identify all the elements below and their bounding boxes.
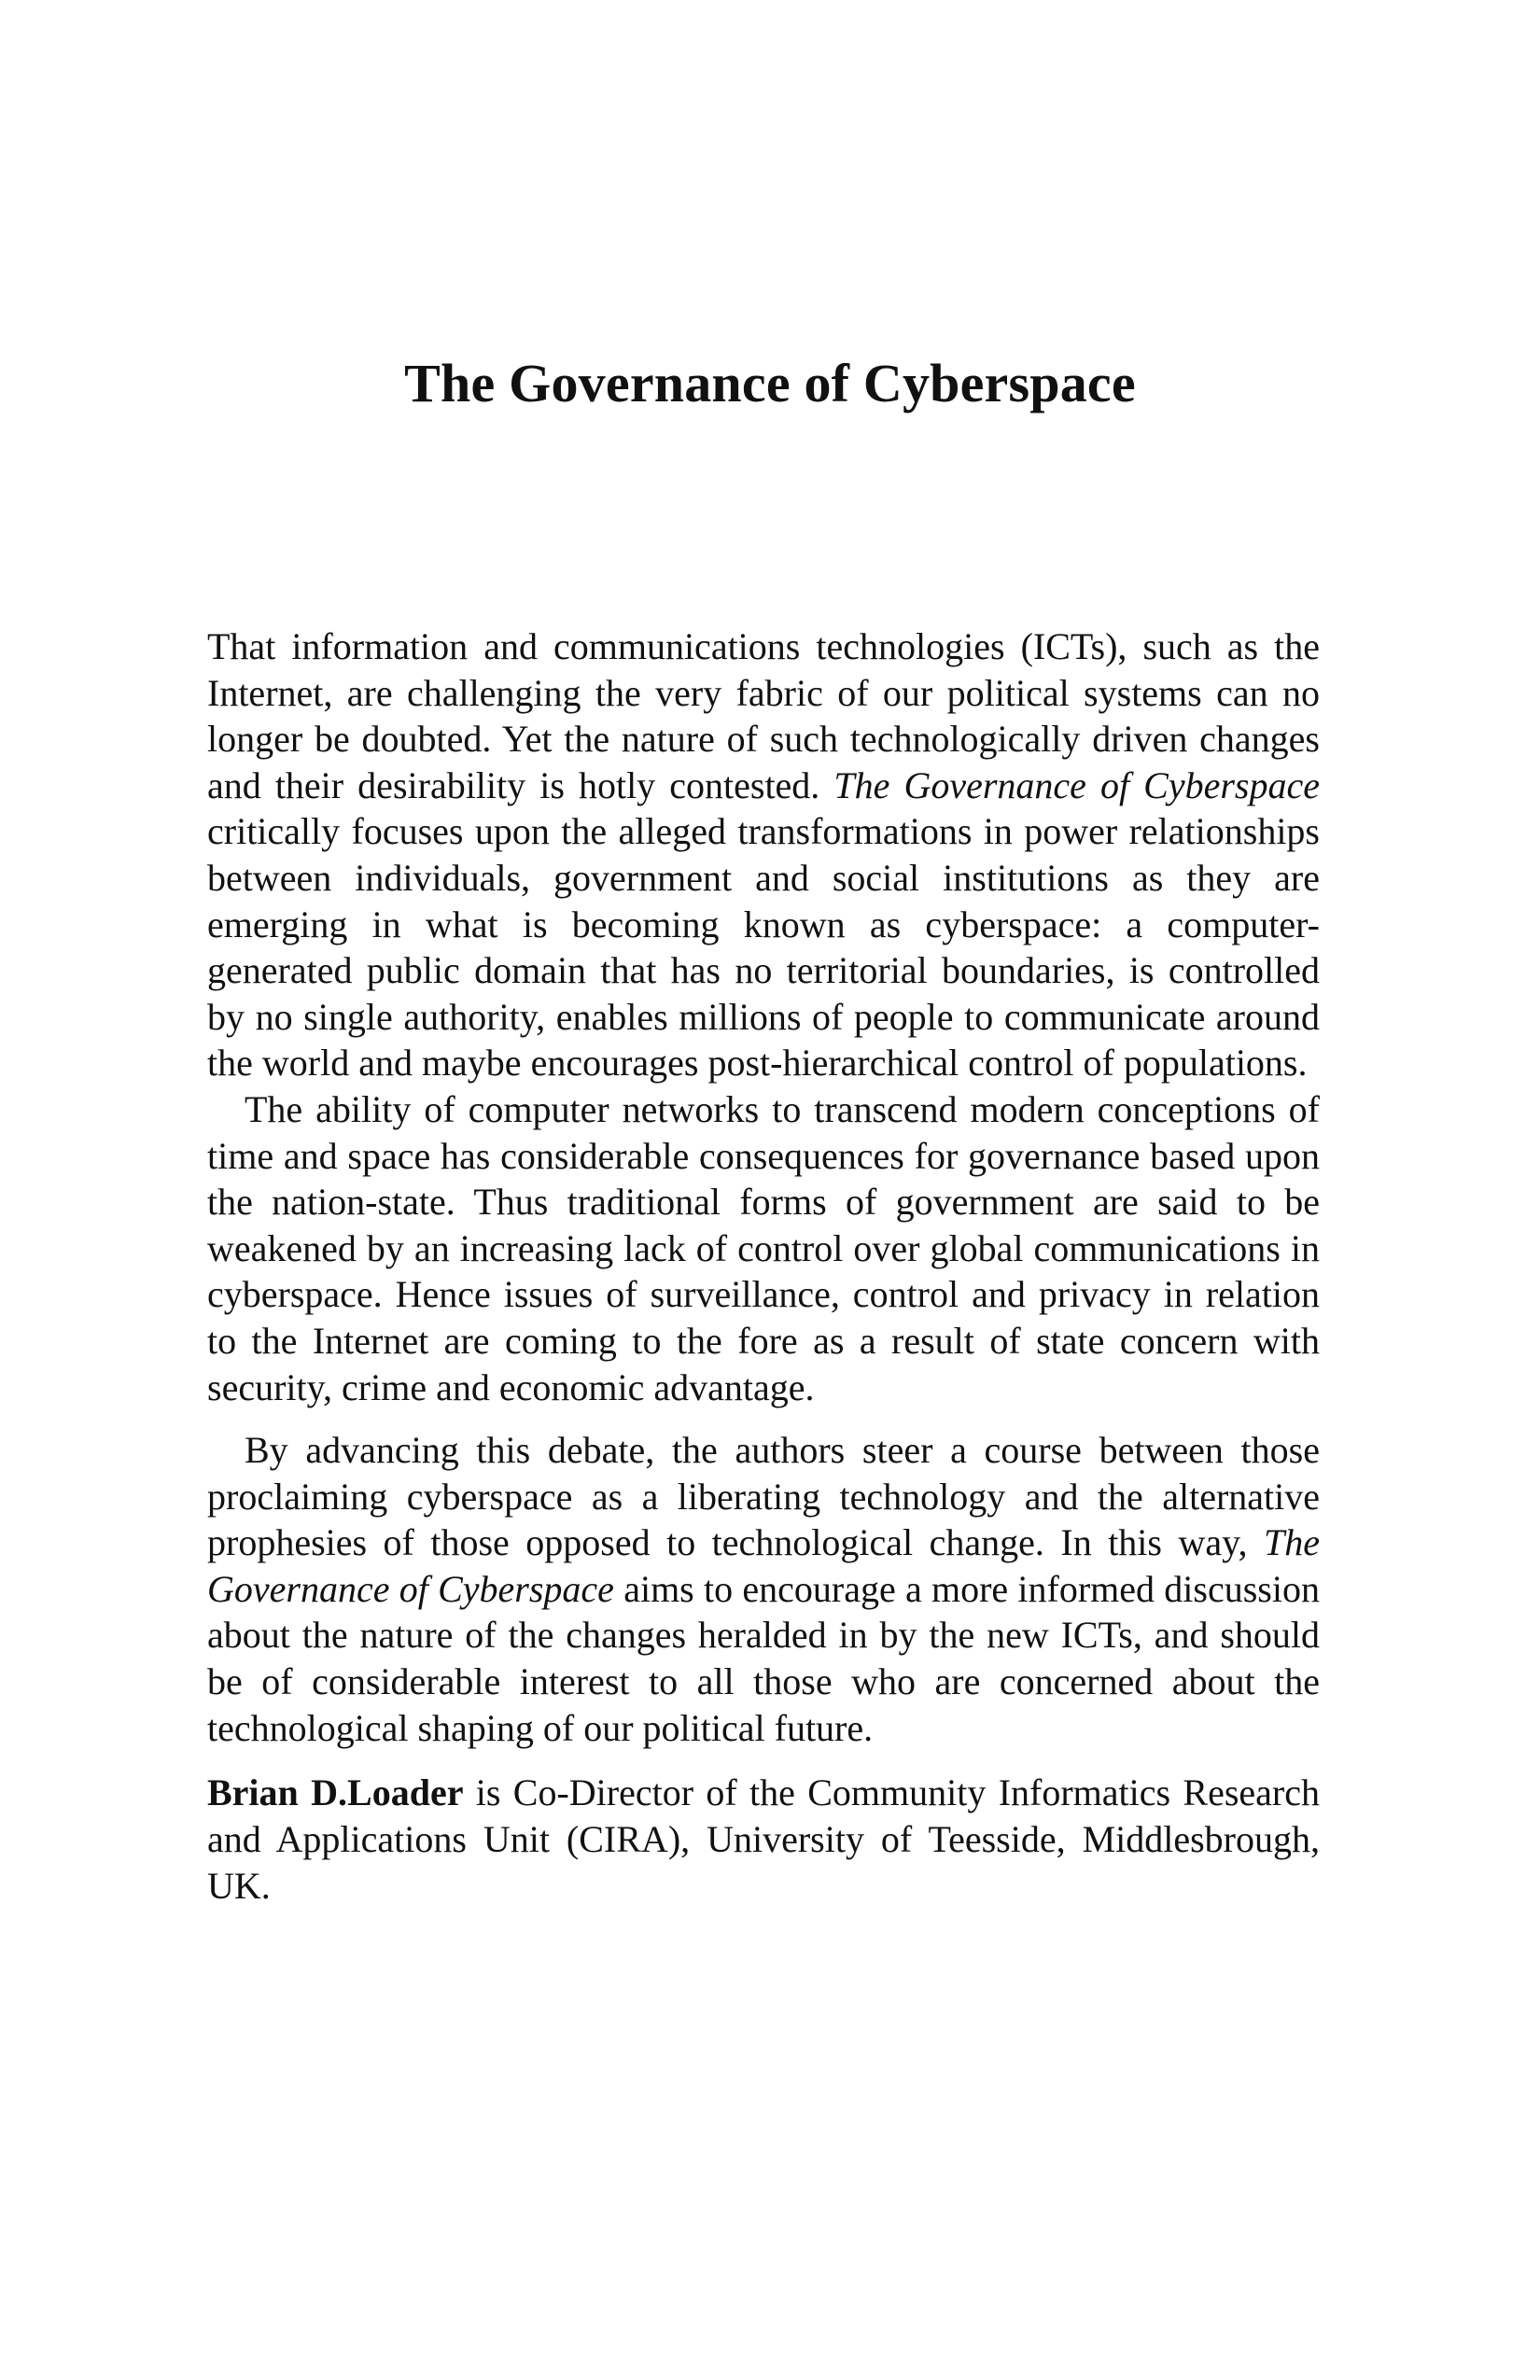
- paragraph-1: [207, 623, 1320, 1086]
- author-bio-text: is Co-Director of the Community Informatics Research and Applications Unit (CIRA), University of Teesside, Middlesbrough, UK.: [207, 1771, 1320, 1908]
- paragraph-3: [207, 1427, 1320, 1751]
- author-bio: [207, 1770, 1320, 1910]
- paragraph-1-book-title: The Governance of Cyberspace: [833, 763, 1320, 806]
- paragraph-1-text-a: That information and communications technologies (ICTs), such as the Internet, are challenging the very fabric of our political systems can no longer be doubted. Yet the nature of such technologically driven changes and their desirability is hotly contested.: [207, 625, 1320, 806]
- body-text: [207, 623, 1320, 1910]
- paragraph-2-text: The ability of computer networks to transcend modern conceptions of time and space has considerable consequences for governance based upon the nation-state. Thus traditional forms of government are said to be weakened by an increasing lack of control over global communications in cyberspace. Hence issues of surveillance, control and privacy in relation to the Internet are coming to the fore as a result of state concern with security, crime and economic advantage.: [207, 1087, 1320, 1408]
- page-title: The Governance of Cyberspace: [404, 353, 1136, 413]
- author-name: Brian D.Loader: [207, 1771, 464, 1814]
- paragraph-3-text-a: By advancing this debate, the authors steer a course between those proclaiming cyberspace as a liberating technology and the alternative prophesies of those opposed to technological change. In this way,: [207, 1429, 1320, 1564]
- paragraph-3-book-title: The Governance of Cyberspace: [207, 1521, 1320, 1610]
- paragraph-2: [207, 1086, 1320, 1410]
- paragraph-3-text-b: aims to encourage a more informed discussion about the nature of the changes heralded in by the new ICTs, and should be of considerable interest to all those who are concerned about the technological shaping of our political future.: [207, 1567, 1320, 1749]
- paragraph-1-text-b: critically focuses upon the alleged transformations in power relationships between individuals, government and social institutions as they are emerging in what is becoming known as cyberspace: a computer-generated public domain that has no territorial boundaries, is controlled by no single authority, enables millions of people to communicate around the world and maybe encourages post-hierarchical control of populations.: [207, 810, 1320, 1085]
